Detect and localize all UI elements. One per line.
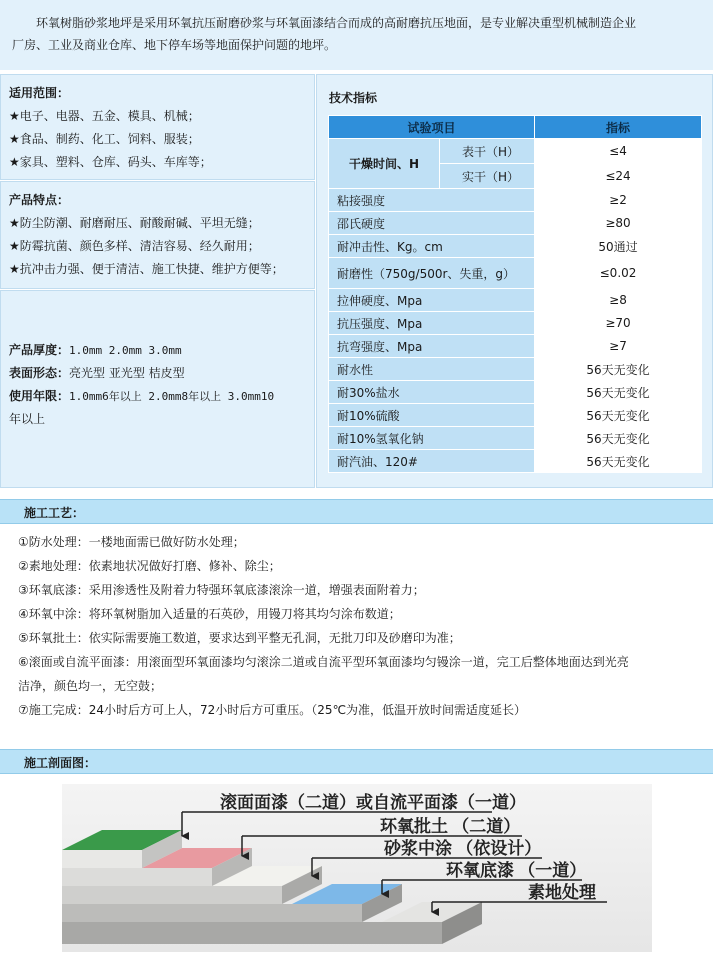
mortar-layer-front <box>62 886 282 904</box>
dry-time-group: 干燥时间、H <box>329 139 440 189</box>
feature-item: ★防尘防潮、耐磨耐压、耐酸耐碱、平坦无缝； <box>9 216 260 230</box>
row-item: 耐冲击性、Kg。cm <box>329 235 535 258</box>
layer-label-putty: 环氧批土 （二道） <box>380 817 521 836</box>
table-row <box>329 404 702 427</box>
section-title-bar <box>0 749 713 774</box>
topcoat-layer-front <box>62 850 142 868</box>
table-row <box>329 358 702 381</box>
process-step: ⑦施工完成：24小时后方可上人，72小时后方可重压。（25℃为准，低温开放时间需适度延长） <box>18 703 527 717</box>
row-value: ≥7 <box>535 335 702 358</box>
product-info-column <box>0 74 315 488</box>
header-item: 试验项目 <box>329 116 535 139</box>
row-value: ≥8 <box>535 289 702 312</box>
process-step: ③环氧底漆：采用渗透性及附着力特强环氧底漆滚涂一道，增强表面附着力； <box>18 583 425 597</box>
process-steps <box>18 530 698 722</box>
layer-label-base: 素地处理 <box>528 883 596 902</box>
process-title-bar <box>0 499 713 524</box>
process-step: ④环氧中涂：将环氧树脂加入适量的石英砂，用镘刀将其均匀涂布数道； <box>18 607 401 621</box>
row-value: 56天无变化 <box>535 358 702 381</box>
scope-item: ★家具、塑料、仓库、码头、车库等； <box>9 155 212 169</box>
table-row <box>329 381 702 404</box>
putty-layer-front <box>62 868 212 886</box>
process-step: ①防水处理：一楼地面需已做好防水处理； <box>18 535 245 549</box>
table-row <box>329 335 702 358</box>
table-row <box>329 139 702 164</box>
header-value: 指标 <box>535 116 702 139</box>
table-row <box>329 312 702 335</box>
row-item: 耐水性 <box>329 358 535 381</box>
process-step: ②素地处理：依素地状况做好打磨、修补、除尘； <box>18 559 281 573</box>
row-value: ≥2 <box>535 189 702 212</box>
floor-section-svg <box>62 784 652 952</box>
row-item: 邵氏硬度 <box>329 212 535 235</box>
base-layer-front <box>62 922 442 944</box>
table-row <box>329 212 702 235</box>
scope-item: ★电子、电器、五金、模具、机械； <box>9 109 200 123</box>
intro-line-1: 环氧树脂砂浆地坪是采用环氧抗压耐磨砂浆与环氧面漆结合而成的高耐磨抗压地面，是专业解决重型机械制造企业 <box>36 16 637 30</box>
row-value: ≤0.02 <box>535 258 702 289</box>
process-step: 洁净，颜色均一，无空鼓； <box>18 679 163 693</box>
feature-item: ★防霉抗菌、颜色多样、清洁容易、经久耐用； <box>9 239 260 253</box>
life-value-cont: 年以上 <box>9 412 46 426</box>
row-value: 56天无变化 <box>535 450 702 473</box>
row-value: ≥80 <box>535 212 702 235</box>
thickness-label: 产品厚度： <box>9 343 70 357</box>
row-item: 耐磨性（750g/500r、失重，g） <box>329 258 535 289</box>
dry-hard-label: 实干（H） <box>440 164 535 189</box>
floor-section-diagram <box>62 784 652 952</box>
life-label: 使用年限： <box>9 389 70 403</box>
tech-spec-table <box>328 115 702 473</box>
row-value: 56天无变化 <box>535 404 702 427</box>
table-row <box>329 289 702 312</box>
life-value: 1.0mm6年以上 2.0mm8年以上 3.0mm10 <box>69 390 275 403</box>
layer-label-mortar: 砂浆中涂 （依设计） <box>384 839 542 858</box>
row-item: 抗压强度、Mpa <box>329 312 535 335</box>
table-header-row <box>329 116 702 139</box>
thickness-value: 1.0mm 2.0mm 3.0mm <box>69 344 182 357</box>
row-item: 耐10%氢氧化钠 <box>329 427 535 450</box>
scope-box <box>0 74 315 180</box>
row-item: 抗弯强度、Mpa <box>329 335 535 358</box>
row-item: 粘接强度 <box>329 189 535 212</box>
row-value: 50通过 <box>535 235 702 258</box>
primer-layer-front <box>62 904 362 922</box>
table-row <box>329 450 702 473</box>
intro-section <box>0 0 713 70</box>
feature-item: ★抗冲击力强、便于清洁、施工快捷、维护方便等； <box>9 262 284 276</box>
layer-label-topcoat: 滚面面漆（二道）或自流平面漆（一道） <box>220 793 526 812</box>
row-item: 耐10%硫酸 <box>329 404 535 427</box>
row-value: ≥70 <box>535 312 702 335</box>
row-item: 拉伸硬度、Mpa <box>329 289 535 312</box>
layer-label-primer: 环氧底漆 （一道） <box>446 861 587 880</box>
dry-surface-label: 表干（H） <box>440 139 535 164</box>
table-row <box>329 258 702 289</box>
tech-spec-panel <box>316 74 713 488</box>
process-step: ⑤环氧批土：依实际需要施工数道，要求达到平整无孔洞，无批刀印及砂磨印为准； <box>18 631 461 645</box>
process-title: 施工工艺： <box>24 506 85 520</box>
tech-title: 技术指标 <box>329 91 378 105</box>
features-box <box>0 181 315 289</box>
section-title: 施工剖面图： <box>24 756 97 770</box>
table-row <box>329 189 702 212</box>
scope-item: ★食品、制药、化工、饲料、服装； <box>9 132 200 146</box>
surface-label: 表面形态： <box>9 366 70 380</box>
process-step: ⑥滚面或自流平面漆：用滚面型环氧面漆均匀滚涂二道或自流平型环氧面漆均匀镘涂一道，完工后整体地面达到光亮 <box>18 655 629 669</box>
intro-line-2: 厂房、工业及商业仓库、地下停车场等地面保护问题的地坪。 <box>12 38 337 52</box>
row-value: 56天无变化 <box>535 381 702 404</box>
row-value: 56天无变化 <box>535 427 702 450</box>
dry-hard-value: ≤24 <box>535 164 702 189</box>
product-spec-box <box>0 290 315 488</box>
dry-surface-value: ≤4 <box>535 139 702 164</box>
row-item: 耐汽油、120# <box>329 450 535 473</box>
scope-title: 适用范围： <box>9 86 70 100</box>
surface-value: 亮光型 亚光型 桔皮型 <box>69 366 185 380</box>
table-row <box>329 427 702 450</box>
features-title: 产品特点： <box>9 193 70 207</box>
row-item: 耐30%盐水 <box>329 381 535 404</box>
table-row <box>329 235 702 258</box>
